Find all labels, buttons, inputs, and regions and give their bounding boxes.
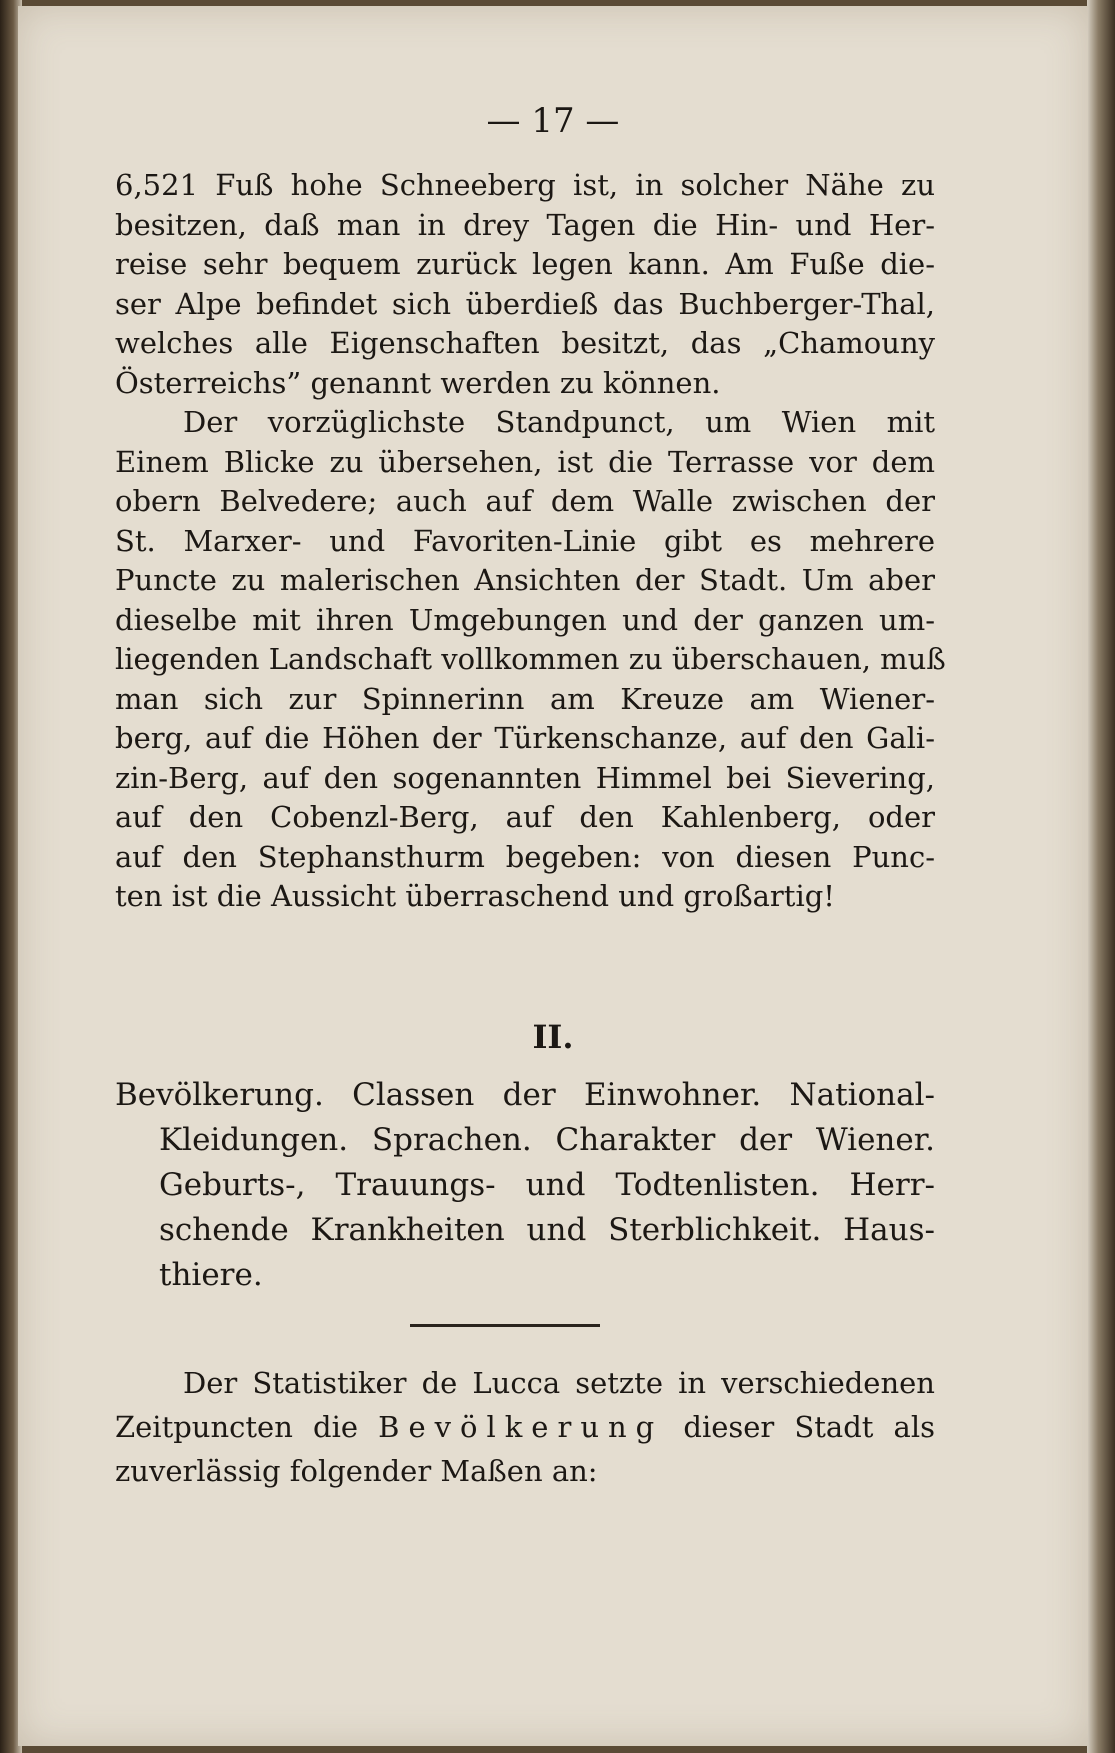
text-line: auf den Stephansthurm begeben: von diesen Punc- — [115, 839, 935, 874]
text-line: besitzen, daß man in drey Tagen die Hin- und Her- — [115, 207, 935, 242]
text-line — [115, 1405, 935, 1449]
text-line: Puncte zu malerischen Ansichten der Stadt. Um aber — [115, 563, 935, 597]
section-title — [115, 1073, 935, 1298]
section-title-line: Bevölkerung. Classen der Einwohner. National- — [115, 1077, 935, 1113]
text-line: auf den Cobenzl-Berg, auf den Kahlenberg, oder — [115, 800, 935, 834]
section-number: II. — [532, 1018, 574, 1056]
emphasized-word: Bevölkerung — [378, 1410, 664, 1444]
section-divider — [410, 1324, 600, 1327]
paper-sheet — [18, 6, 1088, 1746]
page-number: — 17 — — [486, 101, 620, 141]
text-line: obern Belvedere; auch auf dem Walle zwischen der — [115, 484, 935, 518]
text-fragment: dieser Stadt als — [683, 1410, 935, 1444]
text-line: Der Statistiker de Lucca setzte in verschiedenen — [183, 1366, 935, 1400]
text-line: zuverlässig folgender Maßen an: — [115, 1454, 598, 1488]
text-line: Österreichs” genannt werden zu können. — [115, 365, 721, 400]
text-line: welches alle Eigenschaften besitzt, das „Chamouny — [115, 326, 935, 360]
text-line: zin-Berg, auf den sogenannten Himmel bei Sievering, — [115, 760, 935, 795]
closing-paragraph — [115, 1361, 935, 1493]
section-title-line: Geburts-, Trauungs- und Todtenlisten. Herr- — [159, 1167, 935, 1203]
body-text — [115, 166, 946, 917]
text-line: man sich zur Spinnerinn am Kreuze am Wiener- — [115, 681, 935, 716]
section-title-line: Kleidungen. Sprachen. Charakter der Wiener. — [159, 1122, 935, 1158]
page-edge — [1087, 0, 1115, 1753]
text-line: ten ist die Aussicht überraschend und großartig! — [115, 879, 835, 913]
text-line: dieselbe mit ihren Umgebungen und der ganzen um- — [115, 602, 935, 637]
text-line: 6,521 Fuß hohe Schneeberg ist, in solcher Nähe zu — [115, 168, 935, 202]
text-line: St. Marxer- und Favoriten-Linie gibt es mehrere — [115, 523, 935, 558]
text-line: reise sehr bequem zurück legen kann. Am Fuße die- — [115, 247, 935, 281]
text-line: liegenden Landschaft vollkommen zu überschauen, muß — [115, 642, 946, 676]
text-line: Einem Blicke zu übersehen, ist die Terrasse vor dem — [115, 444, 935, 479]
text-line: berg, auf die Höhen der Türkenschanze, auf den Gali- — [115, 721, 935, 755]
text-line: ser Alpe befindet sich überdieß das Buchberger-Thal, — [115, 286, 935, 321]
section-title-line: thiere. — [159, 1257, 263, 1293]
text-fragment: Zeitpuncten die — [115, 1410, 359, 1444]
section-title-line: schende Krankheiten und Sterblichkeit. Haus- — [159, 1212, 935, 1248]
text-line: Der vorzüglichste Standpunct, um Wien mit — [183, 405, 935, 439]
